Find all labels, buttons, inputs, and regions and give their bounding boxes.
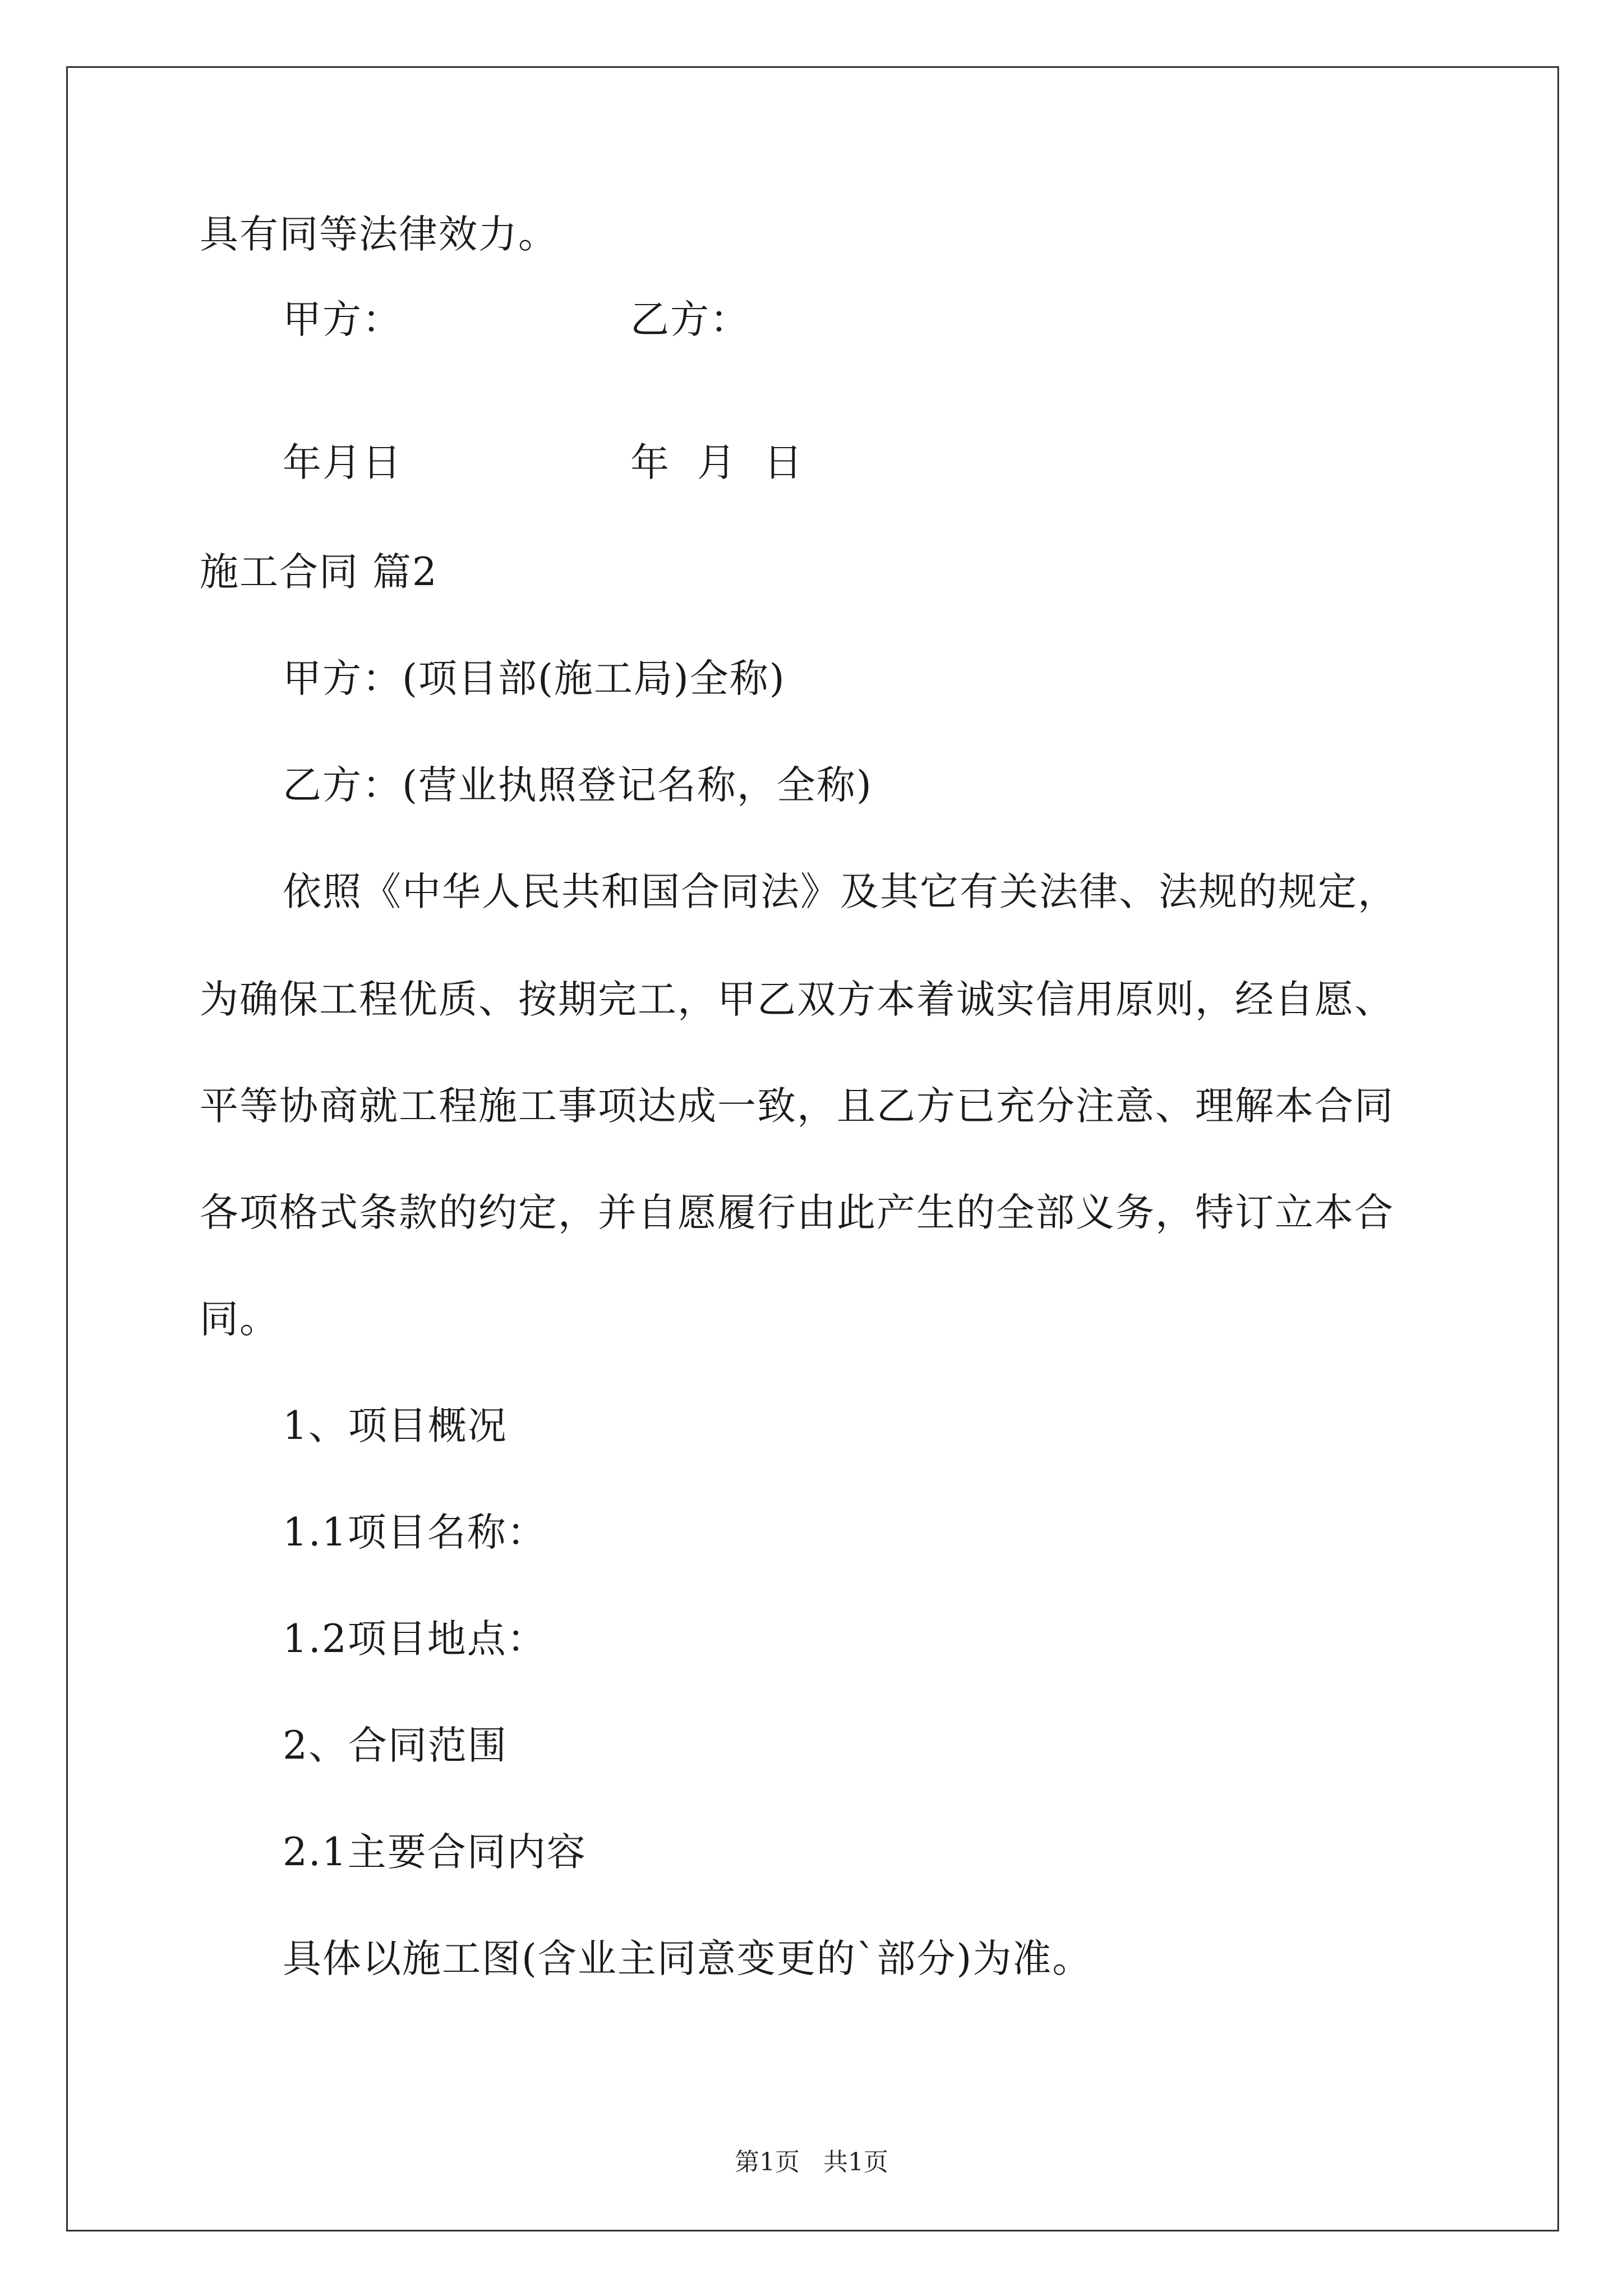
party-b-line: 乙方：(营业执照登记名称，全称) <box>283 763 873 808</box>
clause-heading: 2、合同范围 <box>283 1723 508 1768</box>
preamble-line: 依照《中华人民共和国合同法》及其它有关法律、法规的规定， <box>283 869 1398 914</box>
party-a-line: 甲方：(项目部(施工局)全称) <box>283 656 786 701</box>
page-footer: 第1页 共1页 <box>735 2148 888 2177</box>
preamble-line: 平等协商就工程施工事项达成一致，且乙方已充分注意、理解本合同 <box>200 1084 1394 1129</box>
party-a-label: 甲方： <box>283 297 402 342</box>
preamble-line: 同。 <box>200 1297 279 1342</box>
clause-item: 2.1主要合同内容 <box>283 1830 587 1875</box>
page-border <box>66 66 1559 2231</box>
preamble-line: 为确保工程优质、按期完工，甲乙双方本着诚实信用原则，经自愿、 <box>200 977 1394 1022</box>
party-b-label: 乙方： <box>630 297 750 342</box>
clause-item: 具体以施工图(含业主同意变更的`部分)为准。 <box>283 1936 1092 1981</box>
party-b-date: 年 月 日 <box>630 440 804 485</box>
clause-item: 1.1项目名称： <box>283 1510 547 1555</box>
clause-heading: 1、项目概况 <box>283 1404 508 1448</box>
continuation-text: 具有同等法律效力。 <box>200 212 558 257</box>
section-title: 施工合同 篇2 <box>200 550 438 595</box>
party-a-date: 年月日 <box>283 440 402 485</box>
clause-item: 1.2项目地点： <box>283 1617 547 1662</box>
preamble-line: 各项格式条款的约定，并自愿履行由此产生的全部义务，特订立本合 <box>200 1190 1394 1235</box>
